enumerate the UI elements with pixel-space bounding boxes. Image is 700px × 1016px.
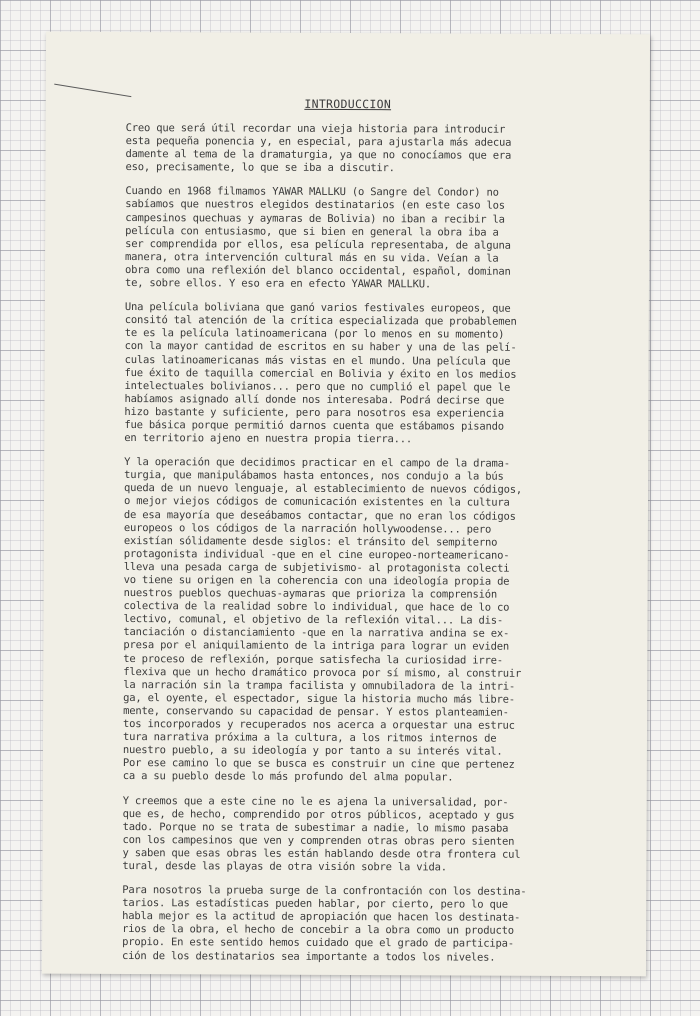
document-title: INTRODUCCION [304,96,392,112]
text-line: y saben que esas obras les están hablando desde otra frontera cul [122,846,521,861]
text-line: nuestros pueblos quechuas-aymaras que prioriza la comprensión [123,587,498,601]
text-line: te proceso de reflexión, porque satisfecha la curiosidad irre- [123,652,503,667]
text-line: habla mejor es la actitud de apropiación que hacen los destinata- [122,910,521,925]
paragraph-1 [125,122,635,177]
text-line: te es la película latinoamericana (por lo menos en su momento) [124,327,505,342]
text-line: campesinos quechuas y aymaras de Bolivia) no iban a recibir la [125,211,505,226]
text-line: lectivo, comunal, el objetivo de la reflexión vital... La dis- [123,613,504,627]
text-line: en territorio ajeno en nuestra propia tierra... [124,432,413,446]
paragraph-3 [124,301,635,447]
text-line: ga, el oyente, el espectador, sigue la historia mucho más libre- [123,691,515,706]
text-line: culas latinoamericanas más vistas en el mundo. Una película que [124,353,511,368]
text-line: mente, conservando su capacidad de pensar. Y estos planteamien- [123,704,509,719]
text-line: vo tiene su origen en la coherencia con una ideología propia de [123,574,510,588]
document-body [122,122,636,976]
text-line: ca a su pueblo desde lo más profundo del alma popular. [122,770,454,784]
text-line: nuestro pueblo, a su ideología y por tanto a su interés vital. [122,744,503,758]
text-line: de esa mayoría que deseábamos contactar, que no eran los códigos [123,508,516,523]
paragraph-4 [123,456,634,786]
text-line: hizo bastante y suficiente, pero para nosotros esa experiencia [124,405,504,420]
text-line: manera, otra intervención cultural más en su vida. Veían a la [125,250,499,265]
paragraph-6 [122,884,632,965]
text-line: Y la operación que decidimos practicar en el campo de la drama- [124,456,510,470]
text-line: presa por el aniquilamiento de la intriga para lograr un eviden [123,639,510,654]
text-line: flexiva que un hecho dramático provoca por sí mismo, al construir [123,665,522,680]
text-line: habíamos asignado allí donde nos interesaba. Podrá decirse que [124,392,505,407]
text-line: propio. En este sentido hemos cuidado que el grado de participa- [122,936,514,951]
text-line: consitó tal atención de la crítica especializada que probablemen [124,314,517,328]
text-line: tos incorporados y recuperados nos acerca a orquestar una estruc [123,718,515,732]
text-line: protagonista individual -que en el cine europeo-norteamericano- [123,547,510,562]
text-line: Cuando en 1968 filmamos YAWAR MALLKU (o Sangre del Condor) no [125,185,499,200]
text-line: fue básica porque permitió darnos cuenta que estábamos pisando [124,419,504,433]
paragraph-2 [125,185,635,292]
text-line: o mejor viejos códigos de comunicación existentes en la cultura [123,495,510,510]
text-line: tado. Porque no se trata de subestimar a nadie, lo mismo pasaba [122,820,509,835]
text-line: te, sobre ellos. Y eso era en efecto YAWAR MALLKU. [124,277,432,291]
text-line: turgia, que manipulábamos hasta entonces, nos condujo a la bús [124,469,504,483]
text-line: con los campesinos que ven y comprenden otras obras pero sienten [122,833,515,848]
text-line: queda de un nuevo lenguaje, al establecimiento de nuevos códigos, [124,482,522,497]
text-line: Creo que será útil recordar una vieja historia para introducir [125,122,506,136]
text-line: damente al tema de la dramaturgia, ya que no conocíamos que era [125,148,512,162]
text-line: fue éxito de taquilla comercial en Bolivia y éxito en los medios [124,366,517,381]
text-line: lleva una pesada carga de subjetivismo- al protagonista colecti [123,560,510,575]
text-line: tanciación o distanciamiento -que en la narrativa andina se ex- [123,626,510,641]
text-line: que es, de hecho, comprendido por otros públicos, aceptado y gus [122,807,515,822]
text-line: ción de los destinatarios sea importante a todos los niveles. [122,949,496,964]
text-line: tarios. Las estadísticas pueden hablar, por cierto, pero lo que [122,897,508,911]
text-line: esta pequeña ponencia y, en especial, para ajustarla más adecua [125,135,512,149]
text-line: europeos o los códigos de la narración hollywoodense... pero [123,521,492,536]
text-line: la narración sin la trampa facilista y omnubiladora de la intri- [123,678,516,693]
text-line: sabíamos que nuestros elegidos destinatarios (en este caso los [125,198,505,213]
text-line: existían sólidamente desde siglos: el tránsito del sempiterno [123,534,498,549]
text-line: intelectuales bolivianos... pero que no cumplió el papel que le [124,379,511,394]
text-line: eso, precisamente, lo que se iba a discutir. [125,161,395,175]
text-line: Por ese camino lo que se busca es construir un cine que pertenez [122,757,515,772]
text-line: Para nosotros la prueba surge de la confrontación con los destina- [122,884,527,898]
text-line: colectiva de la realidad sobre lo individual, que hace de lo co [123,600,510,614]
text-line: tura narrativa próxima a la cultura, a los ritmos internos de [122,731,497,745]
paragraph-5 [122,795,632,876]
text-line: obra como una reflexión del blanco occidental, español, dominan [124,263,511,278]
text-line: ser comprendida por ellos, esa película representaba, de alguna [125,237,511,252]
text-line: rios de la obra, el hecho de concebir a la obra como un producto [122,923,514,938]
text-line: Una película boliviana que ganó varios festivales europeos, que [124,301,511,315]
text-line: Y creemos que a este cine no le es ajena la universalidad, por- [122,794,509,809]
typewritten-page [42,32,650,977]
text-line: película con entusiasmo, que si bien en general la obra iba a [125,224,499,239]
text-line: tural, desde las playas de otra visión sobre la vida. [122,859,447,874]
text-line: con la mayor cantidad de escritos en su haber y una de las pelí- [124,340,517,355]
